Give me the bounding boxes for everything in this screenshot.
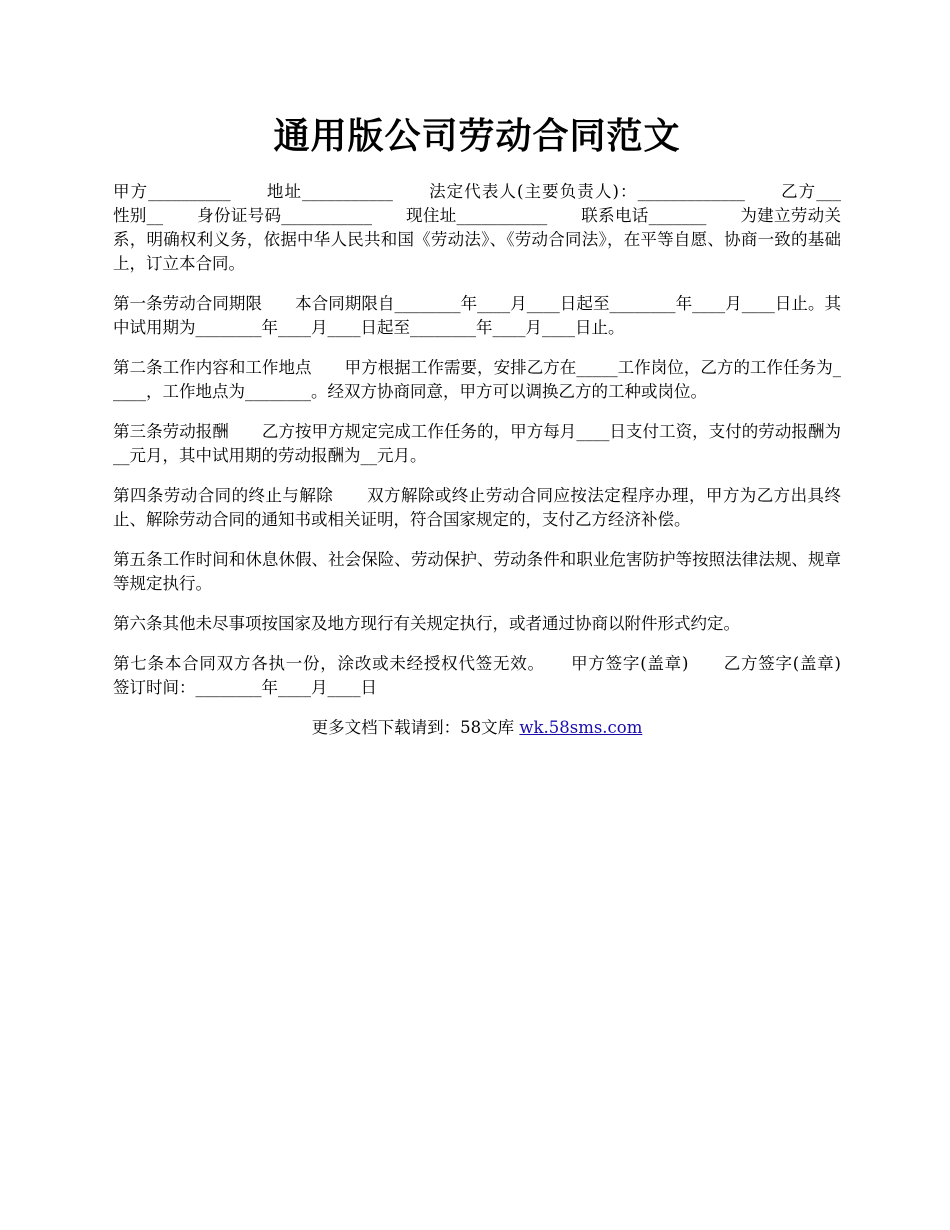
document-page bbox=[113, 112, 874, 740]
article-5-working-hours: 第五条工作时间和休息休假、社会保险、劳动保护、劳动条件和职业危害防护等按照法律法规、规章等规定执行。 bbox=[113, 550, 841, 593]
footer-text: 更多文档下载请到：58文库 bbox=[311, 718, 520, 737]
article-2-work-content: 第二条工作内容和工作地点 甲方根据工作需要，安排乙方在_____工作岗位，乙方的工作任务为_____，工作地点为________。经双方协商同意，甲方可以调换乙方的工种或岗位。 bbox=[113, 358, 841, 401]
footer-link[interactable]: wk.58sms.com bbox=[519, 718, 643, 737]
article-4-termination: 第四条劳动合同的终止与解除 双方解除或终止劳动合同应按法定程序办理，甲方为乙方出具终止、解除劳动合同的通知书或相关证明，符合国家规定的，支付乙方经济补偿。 bbox=[113, 486, 841, 529]
document-title: 通用版公司劳动合同范文 bbox=[273, 115, 681, 157]
article-6-other-matters: 第六条其他未尽事项按国家及地方现行有关规定执行，或者通过协商以附件形式约定。 bbox=[113, 614, 740, 633]
article-7-signatures: 第七条本合同双方各执一份，涂改或未经授权代签无效。 甲方签字(盖章) 乙方签字(盖章) 签订时间：________年____月____日 bbox=[113, 654, 874, 697]
download-footer bbox=[113, 716, 841, 740]
article-1-term: 第一条劳动合同期限 本合同期限自________年____月____日起至________年____月____日止。其中试用期为________年____月____日起至________年____月____日止。 bbox=[113, 294, 841, 337]
contract-intro: 甲方__________ 地址___________ 法定代表人(主要负责人)：_____________ 乙方___ 性别__ 身份证号码___________ 现住址___________ 联系电话_______ 为建立劳动关系，明确权利义务，依据中华人民共和国《劳动法》、《劳动合同法》，在平等自愿、协商一致的基础上，订立本合同。 bbox=[113, 182, 874, 273]
article-3-remuneration: 第三条劳动报酬 乙方按甲方规定完成工作任务的，甲方每月____日支付工资，支付的劳动报酬为__元月，其中试用期的劳动报酬为__元月。 bbox=[113, 422, 841, 465]
